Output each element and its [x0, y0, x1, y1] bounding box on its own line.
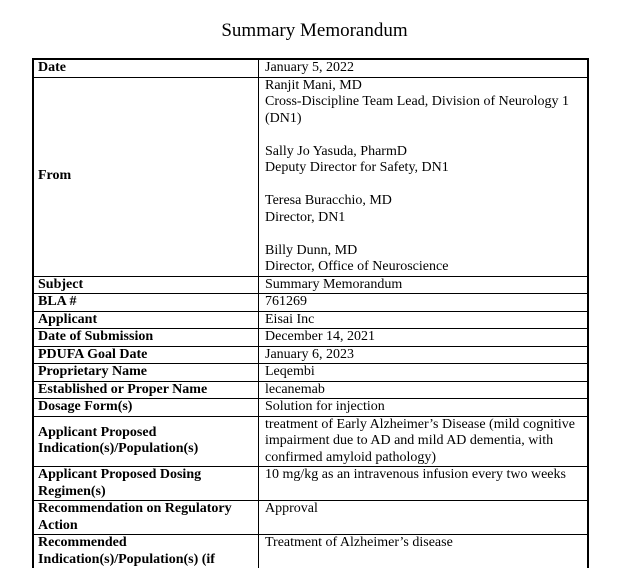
table-row-applicant — [33, 311, 588, 329]
row-value: 10 mg/kg as an intravenous infusion every two weeks — [259, 467, 589, 501]
row-value: Summary Memorandum — [259, 276, 589, 294]
row-value: lecanemab — [259, 381, 589, 399]
row-value: Eisai Inc — [259, 311, 589, 329]
row-label-line: Regimen(s) — [38, 483, 106, 499]
person-role: Cross-Discipline Team Lead, Division of Neurology 1 — [265, 94, 569, 109]
from-person — [265, 144, 583, 177]
person-role-continued: (DN1) — [265, 110, 302, 126]
row-value-line: treatment of Early Alzheimer’s Disease (mild cognitive — [265, 416, 575, 432]
person-role: Director, Office of Neuroscience — [265, 259, 449, 274]
from-person — [265, 193, 583, 226]
person-name: Teresa Buracchio, MD — [265, 193, 392, 208]
table-row-bla — [33, 294, 588, 312]
table-row-subject — [33, 276, 588, 294]
table-row-dosage-forms — [33, 399, 588, 417]
row-value: Approval — [259, 501, 589, 535]
row-label: From — [33, 77, 259, 276]
row-value — [259, 416, 589, 467]
row-label-line: Indication(s)/Population(s) (if — [38, 551, 215, 567]
person-name: Sally Jo Yasuda, PharmD — [265, 143, 407, 159]
table-row-recommended-indication — [33, 535, 588, 568]
document-title: Summary Memorandum — [221, 20, 408, 41]
row-value: 761269 — [259, 294, 589, 312]
row-label — [33, 501, 259, 535]
row-label: Dosage Form(s) — [33, 399, 259, 417]
row-value: Solution for injection — [259, 399, 589, 417]
table-row-from — [33, 77, 588, 276]
row-label: Proprietary Name — [33, 364, 259, 382]
row-label: BLA # — [33, 294, 259, 312]
table-row-proposed-dosing — [33, 467, 588, 501]
table-row-date-of-submission — [33, 329, 588, 347]
table-row-proposed-indication — [33, 416, 588, 467]
row-label: PDUFA Goal Date — [33, 346, 259, 364]
row-label-line: Recommended — [38, 535, 127, 550]
row-value: January 6, 2023 — [259, 346, 589, 364]
row-label: Date of Submission — [33, 329, 259, 347]
row-label: Subject — [33, 276, 259, 294]
row-label-line: Applicant Proposed Dosing — [38, 467, 202, 482]
row-value-line: confirmed amyloid pathology) — [265, 449, 437, 465]
memo-summary-table — [32, 58, 589, 568]
row-label: Established or Proper Name — [33, 381, 259, 399]
person-role: Deputy Director for Safety, DN1 — [265, 160, 449, 175]
row-label — [33, 535, 259, 568]
row-value: December 14, 2021 — [259, 329, 589, 347]
row-label — [33, 467, 259, 501]
table-row-recommendation — [33, 501, 588, 535]
table-row-proprietary-name — [33, 364, 588, 382]
from-list — [259, 77, 589, 276]
row-label: Date — [33, 59, 259, 77]
table-row-date — [33, 59, 588, 77]
table-row-established-name — [33, 381, 588, 399]
table-row-pdufa-goal-date — [33, 346, 588, 364]
row-label-line: Indication(s)/Population(s) — [38, 441, 199, 457]
row-value: Leqembi — [259, 364, 589, 382]
row-label-line: Recommendation on Regulatory — [38, 501, 232, 516]
from-person — [265, 78, 583, 128]
person-name: Ranjit Mani, MD — [265, 77, 362, 93]
row-value: Treatment of Alzheimer’s disease — [259, 535, 589, 568]
row-label: Applicant — [33, 311, 259, 329]
from-person — [265, 243, 583, 276]
row-label — [33, 416, 259, 467]
person-name: Billy Dunn, MD — [265, 242, 358, 258]
person-role: Director, DN1 — [265, 209, 346, 225]
row-label-line: Applicant Proposed — [38, 424, 157, 440]
row-value: January 5, 2022 — [259, 59, 589, 77]
row-label-line: Action — [38, 517, 78, 533]
row-value-line: impairment due to AD and mild AD dementia, with — [265, 433, 554, 448]
